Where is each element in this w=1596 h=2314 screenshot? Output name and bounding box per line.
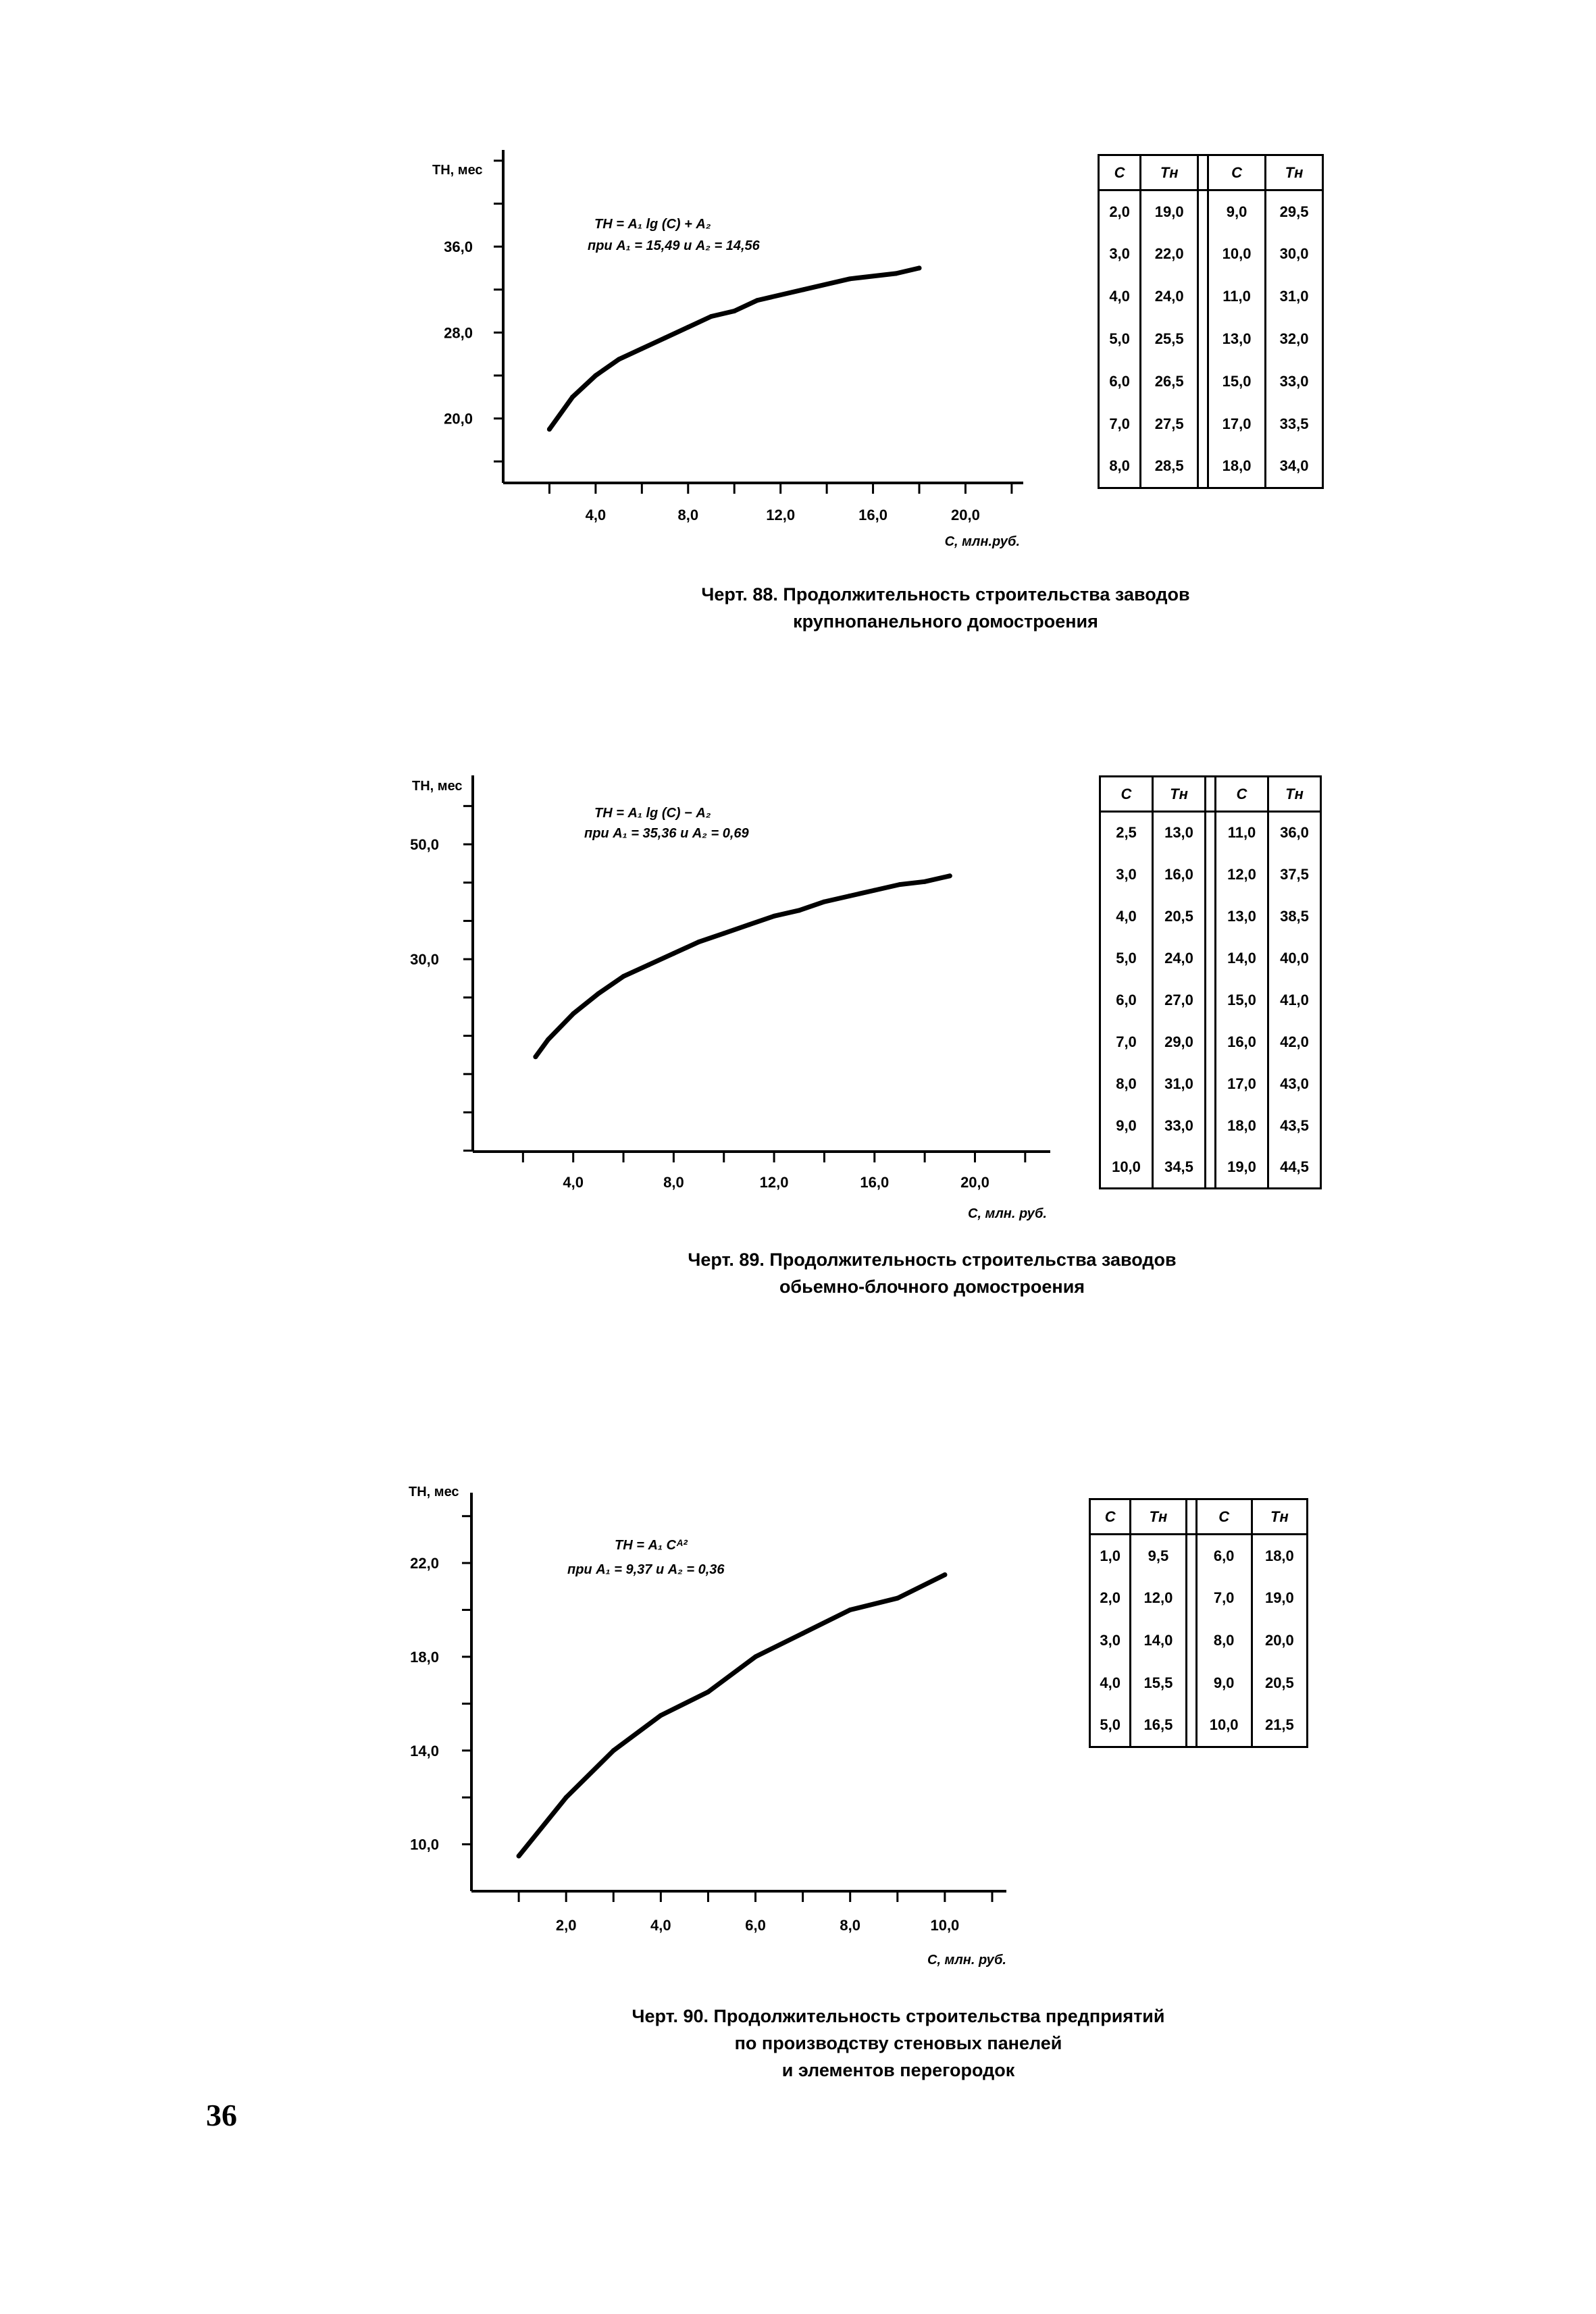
table-header-cell: Тн [1141,155,1198,190]
table-cell: 19,0 [1252,1577,1307,1620]
table-cell: 9,5 [1131,1535,1186,1577]
table-row [1090,1705,1308,1747]
table-cell: 31,0 [1153,1063,1206,1105]
y-tick-label: 36,0 [444,238,473,256]
table-cell: 7,0 [1100,1021,1153,1063]
table-cell: 16,5 [1131,1705,1186,1747]
data-point [564,1795,569,1800]
data-point [942,1572,947,1577]
table-header-cell: С [1208,155,1266,190]
table-cell: 19,0 [1141,190,1198,233]
table-cell: 21,5 [1252,1705,1307,1747]
table-cell: 33,0 [1266,361,1323,403]
table-header-cell: Тн [1153,777,1206,812]
table-gap [1186,1662,1196,1705]
table-header-cell: С [1100,777,1153,812]
table-cell: 34,0 [1266,446,1323,488]
table-gap [1186,1577,1196,1620]
data-point [706,1690,711,1695]
y-tick-label: 22,0 [410,1555,439,1572]
table-gap [1186,1705,1196,1747]
table-cell: 13,0 [1208,318,1266,361]
table-cell: 15,0 [1216,979,1268,1021]
table-cell: 4,0 [1099,276,1141,318]
table-cell: 11,0 [1208,276,1266,318]
table-cell: 12,0 [1131,1577,1186,1620]
table-row [1090,1620,1308,1662]
table-cell: 14,0 [1216,937,1268,979]
table-cell: 22,0 [1141,233,1198,276]
x-axis-label: С, млн. руб. [927,1953,1006,1968]
formula-annotation: ТН = А₁ lg (C) − А₂ [594,806,711,821]
y-axis-label: ТН, мес [409,1485,459,1499]
table-row [1090,1662,1308,1705]
table-cell: 19,0 [1216,1147,1268,1189]
table-cell: 14,0 [1131,1620,1186,1662]
caption-line: по производству стеновых панелей [734,2033,1062,2053]
data-point [848,1608,852,1612]
table-cell: 41,0 [1268,979,1321,1021]
table-cell: 5,0 [1100,937,1153,979]
table-header-cell: С [1216,777,1268,812]
x-tick-label: 12,0 [759,1174,789,1191]
table-cell: 17,0 [1216,1063,1268,1105]
table-gap [1186,1620,1196,1662]
table-cell: 7,0 [1196,1577,1252,1620]
table-cell: 43,5 [1268,1105,1321,1147]
y-tick-label: 30,0 [410,951,439,969]
x-tick-label: 4,0 [650,1917,671,1934]
chart-90-caption [426,2003,1371,2084]
table-cell: 33,5 [1266,403,1323,446]
y-tick-label: 18,0 [410,1648,439,1666]
params-annotation: при А₁ = 15,49 и А₂ = 14,56 [588,238,760,253]
table-cell: 16,0 [1153,854,1206,896]
table-cell: 6,0 [1196,1535,1252,1577]
y-tick-label: 20,0 [444,410,473,428]
y-tick-label: 50,0 [410,836,439,854]
table-cell: 9,0 [1100,1105,1153,1147]
x-tick-label: 4,0 [585,507,607,523]
x-tick-label: 2,0 [555,1917,577,1934]
table-cell: 20,5 [1252,1662,1307,1705]
table-cell: 29,0 [1153,1021,1206,1063]
y-tick-label: 14,0 [410,1742,439,1759]
table-cell: 28,5 [1141,446,1198,488]
x-tick-label: 16,0 [858,507,887,523]
table-cell: 18,0 [1208,446,1266,488]
x-tick-label: 20,0 [951,507,980,523]
table-cell: 25,5 [1141,318,1198,361]
table-cell: 12,0 [1216,854,1268,896]
table-row [1090,1535,1308,1577]
x-tick-label: 16,0 [860,1174,890,1191]
table-cell: 18,0 [1216,1105,1268,1147]
table-cell: 13,0 [1153,812,1206,854]
table-cell: 17,0 [1208,403,1266,446]
table-header-cell: С [1090,1499,1131,1535]
table-cell: 27,5 [1141,403,1198,446]
params-annotation: при А₁ = 35,36 и А₂ = 0,69 [584,826,749,841]
table-header-cell: Тн [1268,777,1321,812]
table-cell: 7,0 [1099,403,1141,446]
table-cell: 9,0 [1196,1662,1252,1705]
data-point [753,1654,758,1659]
table-cell: 10,0 [1100,1147,1153,1189]
caption-line: обьемно-блочного домостроения [779,1277,1085,1297]
table-cell: 15,5 [1131,1662,1186,1705]
y-tick-label: 10,0 [410,1836,439,1853]
table-cell: 15,0 [1208,361,1266,403]
x-tick-label: 20,0 [960,1174,989,1191]
series-line [519,1575,945,1856]
y-axis-label: ТН, мес [432,163,483,178]
table-cell: 27,0 [1153,979,1206,1021]
x-axis-label: С, млн.руб. [944,534,1020,549]
table-cell: 8,0 [1099,446,1141,488]
table-gap [1186,1535,1196,1577]
table-header-cell: Тн [1131,1499,1186,1535]
table-cell: 43,0 [1268,1063,1321,1105]
data-point [800,1631,805,1636]
x-tick-label: 12,0 [766,507,796,523]
table-cell: 3,0 [1090,1620,1131,1662]
table-cell: 37,5 [1268,854,1321,896]
table-cell: 29,5 [1266,190,1323,233]
table-header-row [1090,1499,1308,1535]
table-cell: 33,0 [1153,1105,1206,1147]
caption-line: крупнопанельного домостроения [793,611,1098,632]
table-cell: 31,0 [1266,276,1323,318]
table-cell: 36,0 [1268,812,1321,854]
y-axis-label: ТН, мес [412,779,463,794]
table-cell: 13,0 [1216,896,1268,937]
table-cell: 26,5 [1141,361,1198,403]
table-cell: 8,0 [1100,1063,1153,1105]
chart-90-table [1089,1498,1308,1748]
table-cell: 42,0 [1268,1021,1321,1063]
table-cell: 2,5 [1100,812,1153,854]
table-cell: 5,0 [1099,318,1141,361]
table-cell: 30,0 [1266,233,1323,276]
params-annotation: при А₁ = 9,37 и А₂ = 0,36 [567,1562,725,1577]
table-cell: 24,0 [1141,276,1198,318]
data-point [895,1596,900,1601]
data-point [517,1853,521,1858]
table-cell: 32,0 [1266,318,1323,361]
formula-annotation: ТН = А₁ lg (C) + А₂ [594,217,711,232]
table-cell: 18,0 [1252,1535,1307,1577]
page-number: 36 [206,2098,237,2132]
x-tick-label: 8,0 [677,507,699,523]
table-header-cell: Тн [1266,155,1323,190]
table-row [1090,1577,1308,1620]
table-cell: 20,0 [1252,1620,1307,1662]
table-gap [1186,1499,1196,1535]
x-tick-label: 6,0 [745,1917,766,1934]
table-cell: 3,0 [1099,233,1141,276]
caption-line: Черт. 90. Продолжительность строительства предприятий [632,2006,1165,2026]
table-cell: 20,5 [1153,896,1206,937]
table-cell: 38,5 [1268,896,1321,937]
table-cell: 11,0 [1216,812,1268,854]
table-cell: 3,0 [1100,854,1153,896]
data-point [611,1748,616,1753]
table-cell: 8,0 [1196,1620,1252,1662]
table-cell: 4,0 [1100,896,1153,937]
formula-annotation: ТН = А₁ Сᴬ² [615,1538,688,1553]
table-header-cell: С [1196,1499,1252,1535]
table-cell: 2,0 [1090,1577,1131,1620]
caption-line: и элементов перегородок [781,2060,1015,2080]
table-header-cell: Тн [1252,1499,1307,1535]
table-cell: 44,5 [1268,1147,1321,1189]
table-cell: 10,0 [1196,1705,1252,1747]
table-cell: 40,0 [1268,937,1321,979]
table-cell: 1,0 [1090,1535,1131,1577]
table-cell: 4,0 [1090,1662,1131,1705]
table-cell: 16,0 [1216,1021,1268,1063]
x-tick-label: 8,0 [840,1917,861,1934]
caption-line: Черт. 89. Продолжительность строительства заводов [688,1250,1177,1270]
table-cell: 24,0 [1153,937,1206,979]
y-tick-label: 28,0 [444,324,473,342]
table-cell: 6,0 [1099,361,1141,403]
table-cell: 10,0 [1208,233,1266,276]
table-cell: 5,0 [1090,1705,1131,1747]
caption-line: Черт. 88. Продолжительность строительства заводов [701,584,1190,605]
table-cell: 2,0 [1099,190,1141,233]
x-tick-label: 8,0 [663,1174,684,1191]
table-cell: 9,0 [1208,190,1266,233]
x-tick-label: 4,0 [563,1174,584,1191]
table-cell: 6,0 [1100,979,1153,1021]
table-cell: 34,5 [1153,1147,1206,1189]
x-tick-label: 10,0 [930,1917,960,1934]
x-axis-label: С, млн. руб. [968,1206,1047,1221]
data-point [659,1713,663,1718]
table-header-cell: С [1099,155,1141,190]
